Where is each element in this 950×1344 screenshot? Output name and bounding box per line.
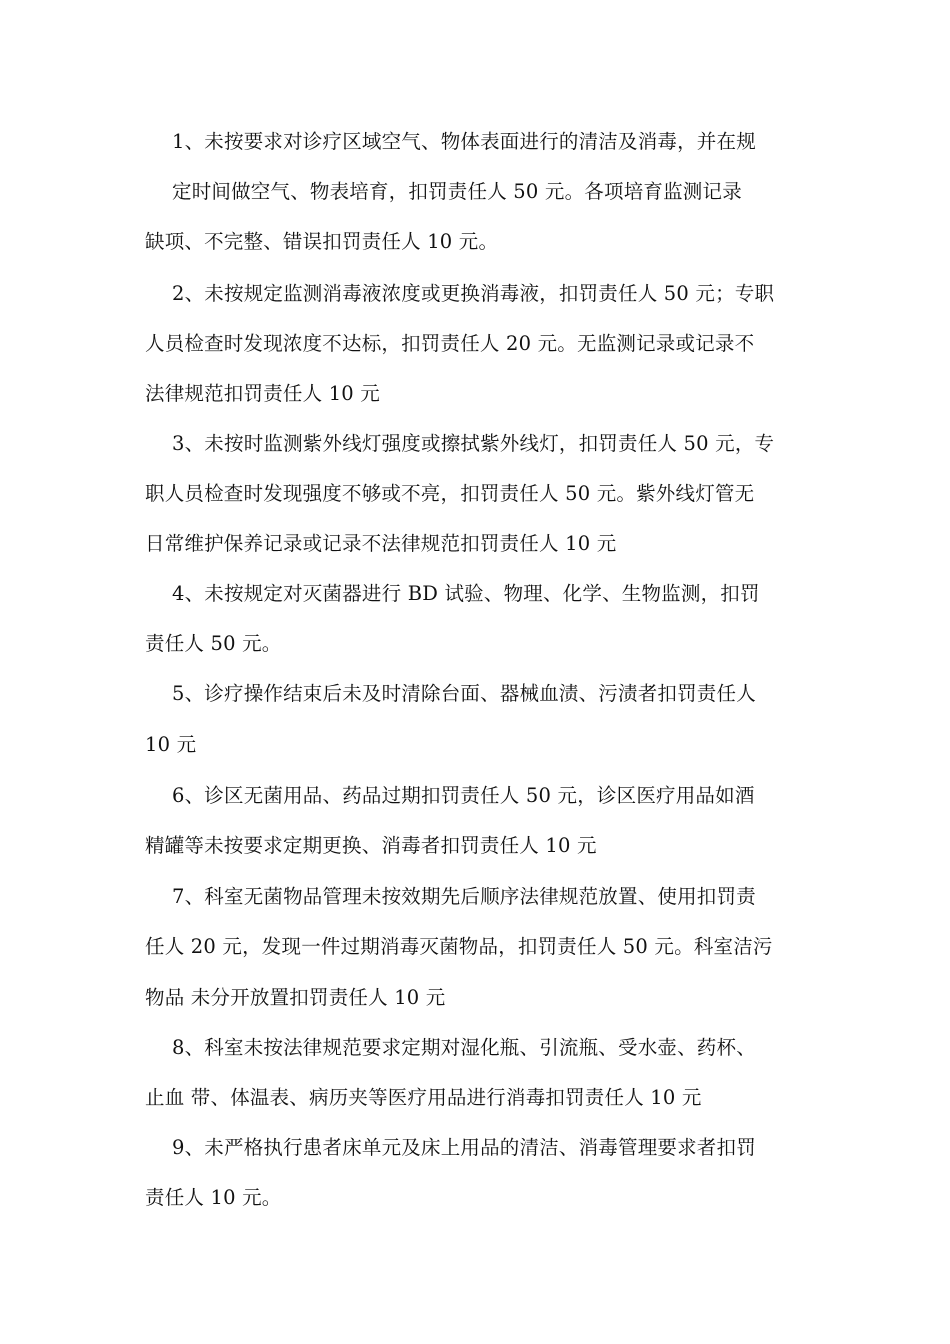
- item-1-line-2: 定时间做空气、物表培育，扣罚责任人 50 元。各项培育监测记录: [172, 180, 742, 203]
- item-3-line-3: 日常维护保养记录或记录不法律规范扣罚责任人 10 元: [145, 532, 617, 555]
- item-6-line-2: 精罐等未按要求定期更换、消毒者扣罚责任人 10 元: [145, 834, 597, 857]
- item-5-line-2: 10 元: [145, 733, 197, 756]
- item-2-line-2: 人员检查时发现浓度不达标，扣罚责任人 20 元。无监测记录或记录不: [145, 332, 755, 355]
- item-4-line-1: 4、未按规定对灭菌器进行 BD 试验、物理、化学、生物监测，扣罚: [172, 582, 760, 605]
- item-7-line-2: 任人 20 元，发现一件过期消毒灭菌物品，扣罚责任人 50 元。科室洁污: [145, 935, 773, 958]
- item-9-line-2: 责任人 10 元。: [145, 1186, 282, 1209]
- item-6-line-1: 6、诊区无菌用品、药品过期扣罚责任人 50 元，诊区医疗用品如酒: [172, 784, 755, 807]
- item-5-line-1: 5、诊疗操作结束后未及时清除台面、器械血渍、污渍者扣罚责任人: [172, 682, 756, 705]
- item-3-line-2: 职人员检查时发现强度不够或不亮，扣罚责任人 50 元。紫外线灯管无: [145, 482, 755, 505]
- item-8-line-2: 止血 带、体温表、病历夹等医疗用品进行消毒扣罚责任人 10 元: [145, 1086, 702, 1109]
- item-2-line-3: 法律规范扣罚责任人 10 元: [145, 382, 381, 405]
- item-1-line-1: 1、未按要求对诊疗区域空气、物体表面进行的清洁及消毒，并在规: [172, 130, 756, 153]
- item-3-line-1: 3、未按时监测紫外线灯强度或擦拭紫外线灯，扣罚责任人 50 元，专: [172, 432, 775, 455]
- item-2-line-1: 2、未按规定监测消毒液浓度或更换消毒液，扣罚责任人 50 元；专职: [172, 282, 775, 305]
- item-9-line-1: 9、未严格执行患者床单元及床上用品的清洁、消毒管理要求者扣罚: [172, 1136, 756, 1159]
- item-1-line-3: 缺项、不完整、错误扣罚责任人 10 元。: [145, 230, 499, 253]
- item-4-line-2: 责任人 50 元。: [145, 632, 282, 655]
- item-7-line-1: 7、科室无菌物品管理未按效期先后顺序法律规范放置、使用扣罚责: [172, 885, 756, 908]
- item-7-line-3: 物品 未分开放置扣罚责任人 10 元: [145, 986, 446, 1009]
- item-8-line-1: 8、科室未按法律规范要求定期对湿化瓶、引流瓶、受水壶、药杯、: [172, 1036, 756, 1059]
